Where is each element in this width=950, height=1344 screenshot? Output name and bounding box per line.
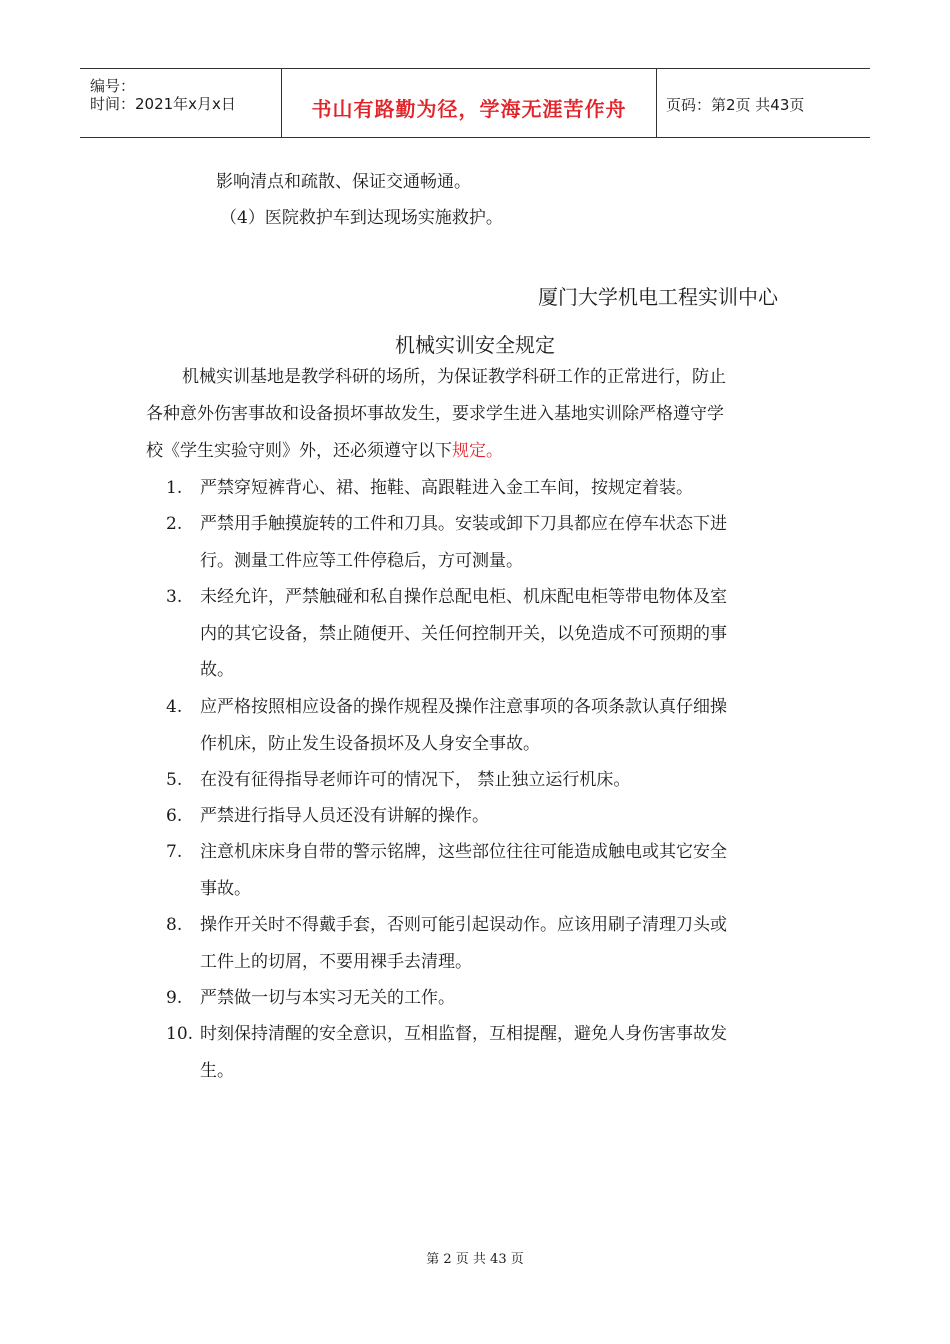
rule-text-line: 生。	[200, 1061, 234, 1081]
rule-text-line: 严禁做一切与本实习无关的工作。	[200, 988, 455, 1008]
header-motto-cell	[281, 69, 657, 137]
rule-text-line: 行。测量工件应等工件停稳后，方可测量。	[200, 551, 523, 571]
rule-text-line: 内的其它设备，禁止随便开、关任何控制开关，以免造成不可预期的事	[200, 624, 727, 644]
rule-number: 4.	[166, 697, 183, 717]
document-title: 机械实训安全规定	[395, 333, 555, 357]
page-header	[80, 68, 870, 138]
rule-text-line: 严禁穿短裤背心、裙、拖鞋、高跟鞋进入金工车间，按规定着装。	[200, 478, 693, 498]
rule-text-line: 在没有征得指导老师许可的情况下， 禁止独立运行机床。	[200, 770, 631, 790]
intro-line-2: 各种意外伤害事故和设备损坏事故发生，要求学生进入基地实训除严格遵守学	[146, 404, 724, 424]
rule-number: 8.	[166, 915, 183, 935]
rule-text-line: 未经允许，严禁触碰和私自操作总配电柜、机床配电柜等带电物体及室	[200, 587, 727, 607]
rule-number: 1.	[166, 478, 183, 498]
rule-text-line: 时刻保持清醒的安全意识，互相监督，互相提醒，避免人身伤害事故发	[200, 1024, 727, 1044]
header-motto: 书山有路勤为径，学海无涯苦作舟	[311, 97, 627, 121]
rule-text-line: 事故。	[200, 879, 251, 899]
rule-text-line: 故。	[200, 660, 234, 680]
number-label: 编号：	[90, 77, 136, 95]
header-page-cell	[656, 69, 870, 137]
organization-name: 厦门大学机电工程实训中心	[538, 285, 778, 309]
rule-number: 3.	[166, 587, 183, 607]
rule-text-line: 严禁用手触摸旋转的工件和刀具。安装或卸下刀具都应在停车状态下进	[200, 514, 727, 534]
rule-number: 5.	[166, 770, 183, 790]
intro-line-3	[146, 441, 503, 461]
intro-line-3-text: 校《学生实验守则》外，还必须遵守以下	[146, 441, 452, 461]
rule-text-line: 作机床，防止发生设备损坏及人身安全事故。	[200, 734, 540, 754]
rule-text-line: 严禁进行指导人员还没有讲解的操作。	[200, 806, 489, 826]
rule-number: 2.	[166, 514, 183, 534]
rule-number: 10.	[166, 1024, 194, 1044]
rule-text-line: 工件上的切屑，不要用裸手去清理。	[200, 952, 472, 972]
header-meta-cell	[80, 69, 281, 137]
continuation-line-2: （4）医院救护车到达现场实施救护。	[220, 208, 503, 228]
rule-text-line: 应严格按照相应设备的操作规程及操作注意事项的各项条款认真仔细操	[200, 697, 727, 717]
rule-number: 9.	[166, 988, 183, 1008]
header-page-info: 页码：第2页 共43页	[666, 96, 805, 114]
intro-line-1: 机械实训基地是教学科研的场所，为保证教学科研工作的正常进行，防止	[182, 367, 726, 387]
rule-number: 7.	[166, 842, 183, 862]
time-label: 时间：2021年x月x日	[90, 95, 236, 113]
continuation-line-1: 影响清点和疏散、保证交通畅通。	[216, 172, 471, 192]
intro-rules-link-text: 规定。	[452, 441, 503, 461]
rule-text-line: 操作开关时不得戴手套，否则可能引起误动作。应该用刷子清理刀头或	[200, 915, 727, 935]
rule-number: 6.	[166, 806, 183, 826]
page-footer: 第 2 页 共 43 页	[426, 1252, 524, 1267]
rule-text-line: 注意机床床身自带的警示铭牌，这些部位往往可能造成触电或其它安全	[200, 842, 727, 862]
